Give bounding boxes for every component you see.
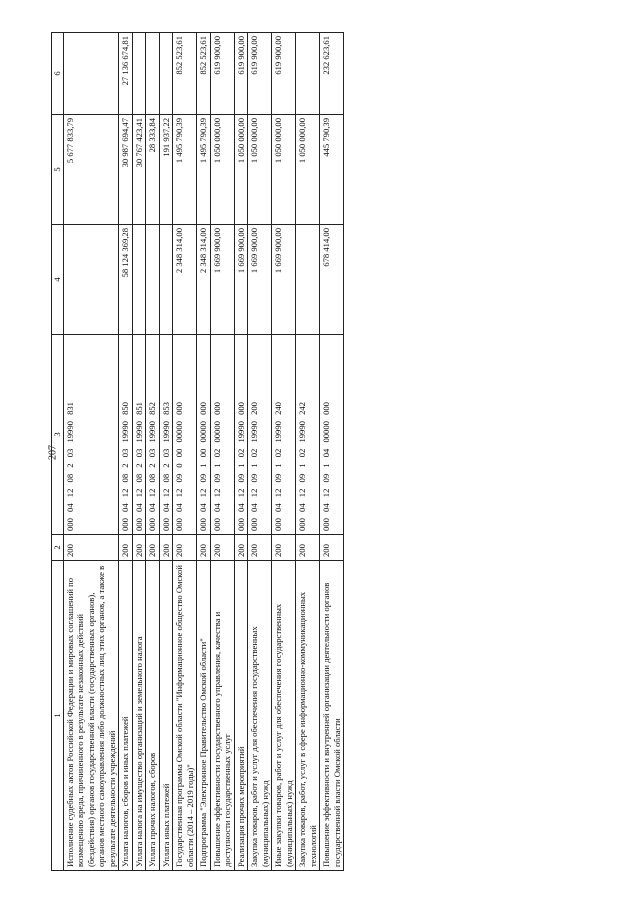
row-budget-code-cell: 000 04 12 08 2 03 19990 831 [64,335,119,535]
row-approved-amount-cell: 1 669 900,00 [234,225,247,335]
row-approved-amount-cell: 678 414,00 [320,225,344,335]
row-unexecuted-amount-cell [159,33,172,115]
row-executed-amount-cell: 191 937,22 [159,115,172,225]
table-row [272,33,296,871]
row-name-cell: Государственная программа Омской области "Информационное общество Омской области (2014 – 2019 годы)" [173,561,197,871]
row-executed-amount-cell: 1 050 000,00 [272,115,296,225]
row-unexecuted-amount-cell [296,33,320,115]
row-code-200-cell: 200 [320,535,344,561]
row-budget-code-cell: 000 04 12 09 0 00 00000 000 [173,335,197,535]
budget-table [51,32,344,871]
row-unexecuted-amount-cell: 27 136 674,81 [119,33,132,115]
header-col-2: 2 [52,535,64,561]
row-unexecuted-amount-cell: 852 523,61 [173,33,197,115]
row-approved-amount-cell: 1 669 900,00 [248,225,272,335]
table-row [210,33,234,871]
rotated-table-wrapper [51,33,589,871]
header-col-1: 1 [52,561,64,871]
row-executed-amount-cell: 28 333,84 [146,115,159,225]
row-name-cell: Уплата иных платежей [159,561,172,871]
row-approved-amount-cell [296,225,320,335]
table-row [197,33,210,871]
row-executed-amount-cell: 1 050 000,00 [296,115,320,225]
row-name-cell: Подпрограмма "Электронное Правительство Омской области" [197,561,210,871]
row-unexecuted-amount-cell [146,33,159,115]
row-budget-code-cell: 000 04 12 09 1 02 19990 240 [272,335,296,535]
row-budget-code-cell: 000 04 12 09 1 00 00000 000 [197,335,210,535]
row-code-200-cell: 200 [173,535,197,561]
row-code-200-cell: 200 [132,535,145,561]
table-row [64,33,119,871]
row-budget-code-cell: 000 04 12 09 1 04 00000 000 [320,335,344,535]
row-unexecuted-amount-cell: 619 900,00 [210,33,234,115]
row-approved-amount-cell [64,225,119,335]
table-header-row [52,33,64,871]
row-name-cell: Исполнение судебных актов Российской Федерации и мировых соглашений по возмещению вреда, причиненного в результате незаконных действий (бездействия) органов государственной власти (государственных органов), органов местного самоуправления либо должностных лиц этих органов, а также в результате деятельности учреждений [64,561,119,871]
row-unexecuted-amount-cell: 619 900,00 [234,33,247,115]
row-unexecuted-amount-cell: 232 623,61 [320,33,344,115]
row-executed-amount-cell: 1 495 790,39 [173,115,197,225]
row-name-cell: Иные закупки товаров, работ и услуг для обеспечения государственных (муниципальных) нужд [272,561,296,871]
row-name-cell: Уплата прочих налогов, сборов [146,561,159,871]
row-code-200-cell: 200 [296,535,320,561]
row-unexecuted-amount-cell: 852 523,61 [197,33,210,115]
row-approved-amount-cell: 1 669 900,00 [210,225,234,335]
row-approved-amount-cell: 58 124 369,28 [119,225,132,335]
header-col-5: 5 [52,115,64,225]
row-unexecuted-amount-cell: 619 900,00 [272,33,296,115]
row-code-200-cell: 200 [234,535,247,561]
row-budget-code-cell: 000 04 12 08 2 03 19990 851 [132,335,145,535]
table-row [296,33,320,871]
row-name-cell: Уплата налогов, сборов и иных платежей [119,561,132,871]
row-unexecuted-amount-cell [132,33,145,115]
row-name-cell: Реализация прочих мероприятий [234,561,247,871]
table-row [146,33,159,871]
row-name-cell: Повышение эффективности государственного управления, качества и доступности государственных услуг [210,561,234,871]
row-code-200-cell: 200 [210,535,234,561]
row-name-cell: Уплата налога на имущество организаций и земельного налога [132,561,145,871]
row-approved-amount-cell: 2 348 314,00 [173,225,197,335]
row-executed-amount-cell: 1 050 000,00 [234,115,247,225]
row-code-200-cell: 200 [64,535,119,561]
row-code-200-cell: 200 [119,535,132,561]
table-row [234,33,247,871]
table-row [132,33,145,871]
header-col-3: 3 [52,335,64,535]
table-row [173,33,197,871]
row-approved-amount-cell [146,225,159,335]
row-approved-amount-cell [159,225,172,335]
row-code-200-cell: 200 [159,535,172,561]
row-budget-code-cell: 000 04 12 09 1 02 00000 000 [210,335,234,535]
row-name-cell: Закупка товаров, работ, услуг в сфере информационно-коммуникационных технологий [296,561,320,871]
table-body [64,33,344,871]
row-approved-amount-cell: 2 348 314,00 [197,225,210,335]
row-budget-code-cell: 000 04 12 08 2 03 19990 852 [146,335,159,535]
row-executed-amount-cell: 1 495 790,39 [197,115,210,225]
row-name-cell: Повышение эффективности и внутренней организации деятельности органов государственной власти Омской области [320,561,344,871]
header-col-6: 6 [52,33,64,115]
row-executed-amount-cell: 5 677 833,79 [64,115,119,225]
row-executed-amount-cell: 30 767 423,41 [132,115,145,225]
row-unexecuted-amount-cell [64,33,119,115]
table-row [159,33,172,871]
row-code-200-cell: 200 [248,535,272,561]
row-approved-amount-cell [132,225,145,335]
row-budget-code-cell: 000 04 12 09 1 02 19990 242 [296,335,320,535]
page-number: 207 [47,445,59,460]
row-name-cell: Закупка товаров, работ и услуг для обеспечения государственных (муниципальных) нужд [248,561,272,871]
header-col-4: 4 [52,225,64,335]
row-code-200-cell: 200 [272,535,296,561]
table-row [119,33,132,871]
table-row [320,33,344,871]
row-code-200-cell: 200 [146,535,159,561]
table-row [248,33,272,871]
row-approved-amount-cell: 1 669 900,00 [272,225,296,335]
row-unexecuted-amount-cell: 619 900,00 [248,33,272,115]
row-executed-amount-cell: 30 987 694,47 [119,115,132,225]
row-budget-code-cell: 000 04 12 09 1 02 19990 000 [234,335,247,535]
row-budget-code-cell: 000 04 12 08 2 03 19990 850 [119,335,132,535]
row-code-200-cell: 200 [197,535,210,561]
row-executed-amount-cell: 1 050 000,00 [248,115,272,225]
row-budget-code-cell: 000 04 12 08 2 03 19990 853 [159,335,172,535]
row-budget-code-cell: 000 04 12 09 1 02 19990 200 [248,335,272,535]
row-executed-amount-cell: 1 050 000,00 [210,115,234,225]
row-executed-amount-cell: 445 790,39 [320,115,344,225]
